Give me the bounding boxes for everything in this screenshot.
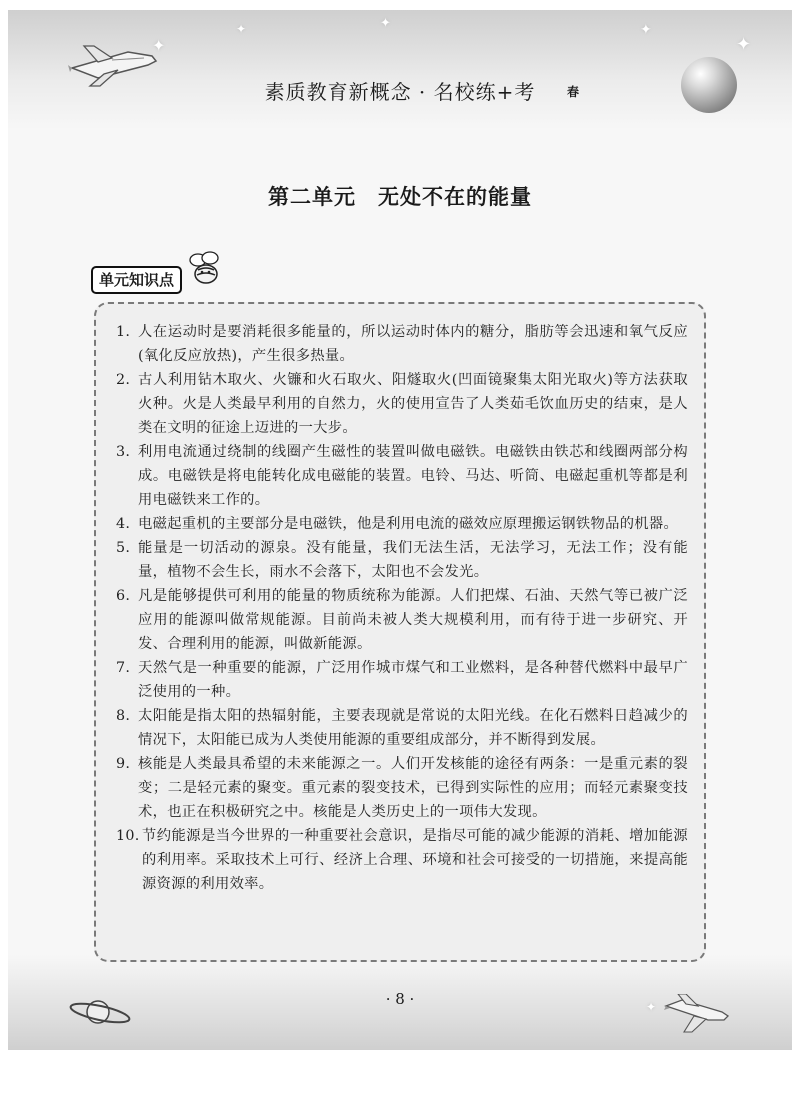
- knowledge-point: [116, 584, 688, 656]
- knowledge-point: [116, 368, 688, 440]
- item-text: 能量是一切活动的源泉。没有能量，我们无法生活，无法学习，无法工作；没有能量，植物不会生长，雨水不会落下，太阳也不会发光。: [138, 540, 688, 580]
- item-text: 太阳能是指太阳的热辐射能，主要表现就是常说的太阳光线。在化石燃料日趋减少的情况下，太阳能已成为人类使用能源的重要组成部分，并不断得到发展。: [138, 708, 688, 748]
- book-title: 素质教育新概念 · 名校练+考: [264, 80, 536, 104]
- bee-icon: [186, 250, 226, 286]
- item-number: 2.: [116, 372, 131, 388]
- knowledge-point: [116, 752, 688, 824]
- unit-title: 第二单元 无处不在的能量: [268, 184, 532, 209]
- item-text: 电磁起重机的主要部分是电磁铁，他是利用电流的磁效应原理搬运钢铁物品的机器。: [138, 516, 679, 532]
- knowledge-point: [116, 440, 688, 512]
- item-number: 6.: [116, 588, 131, 604]
- item-number: 5.: [116, 540, 131, 556]
- space-shuttle-icon: [664, 994, 730, 1034]
- season-tag: 春: [567, 85, 580, 99]
- knowledge-point: [116, 824, 688, 896]
- sparkle-icon: ✦: [152, 36, 166, 55]
- item-number: 4.: [116, 516, 131, 532]
- item-text: 利用电流通过绕制的线圈产生磁性的装置叫做电磁铁。电磁铁由铁芯和线圈两部分构成。电磁铁是将电能转化成电磁能的装置。电铃、马达、听筒、电磁起重机等都是利用电磁铁来工作的。: [138, 444, 688, 508]
- knowledge-point: [116, 536, 688, 584]
- knowledge-point: [116, 320, 688, 368]
- item-text: 古人利用钻木取火、火镰和火石取火、阳燧取火(凹面镜聚集太阳光取火)等方法获取火种。火是人类最早利用的自然力，火的使用宣告了人类茹毛饮血历史的结束，是人类在文明的征途上迈进的一大步。: [138, 372, 688, 436]
- item-number: 10.: [116, 828, 140, 844]
- sparkle-icon: ✦: [736, 34, 752, 55]
- item-number: 7.: [116, 660, 131, 676]
- item-text: 人在运动时是要消耗很多能量的，所以运动时体内的糖分，脂肪等会迅速和氧气反应(氧化反应放热)，产生很多热量。: [138, 324, 688, 364]
- item-number: 3.: [116, 444, 131, 460]
- item-number: 9.: [116, 756, 131, 772]
- sparkle-icon: ✦: [640, 22, 652, 38]
- knowledge-box: [94, 302, 706, 962]
- sparkle-icon: ✦: [236, 22, 247, 36]
- sparkle-icon: ✦: [646, 1000, 657, 1014]
- globe-icon: [681, 57, 737, 113]
- sparkle-icon: ✦: [380, 16, 391, 31]
- section-label: 单元知识点: [91, 266, 182, 294]
- item-text: 凡是能够提供可利用的能量的物质统称为能源。人们把煤、石油、天然气等已被广泛应用的能源叫做常规能源。目前尚未被人类大规模利用，而有待于进一步研究、开发、合理利用的能源，叫做新能源。: [138, 588, 688, 652]
- item-text: 天然气是一种重要的能源，广泛用作城市煤气和工业燃料，是各种替代燃料中最早广泛使用的一种。: [138, 660, 688, 700]
- knowledge-point: [116, 512, 688, 536]
- item-number: 8.: [116, 708, 131, 724]
- item-text: 核能是人类最具希望的未来能源之一。人们开发核能的途径有两条：一是重元素的裂变；二是轻元素的聚变。重元素的裂变技术，已得到实际性的应用；而轻元素聚变技术，也正在积极研究之中。核能是人类历史上的一项伟大发现。: [138, 756, 688, 820]
- item-text: 节约能源是当今世界的一种重要社会意识，是指尽可能的减少能源的消耗、增加能源的利用率。采取技术上可行、经济上合理、环境和社会可接受的一切措施，来提高能源资源的利用效率。: [142, 828, 688, 892]
- item-number: 1.: [116, 324, 131, 340]
- knowledge-point: [116, 704, 688, 752]
- page-number: · 8 ·: [385, 990, 415, 1008]
- knowledge-point: [116, 656, 688, 704]
